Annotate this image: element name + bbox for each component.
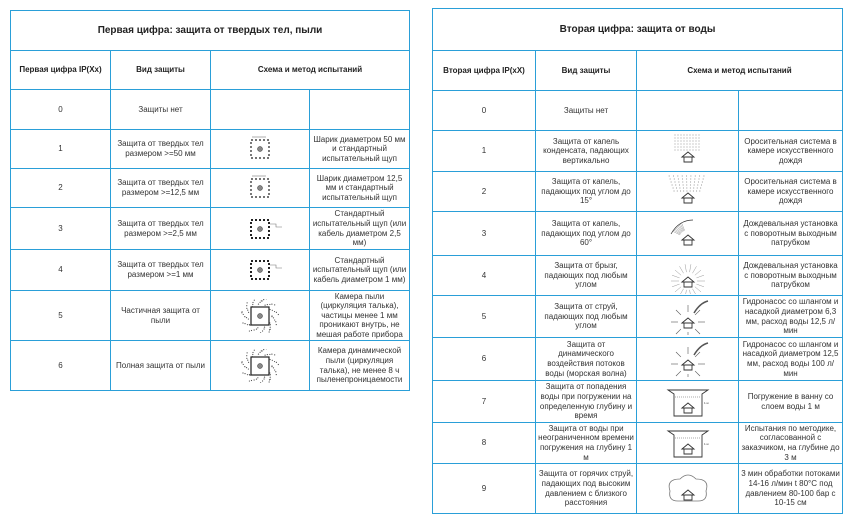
table-row	[433, 296, 843, 338]
table-row	[433, 381, 843, 423]
digit-cell: 3	[11, 208, 111, 250]
protection-cell: Защита от капель, падающих под углом до 60°	[536, 212, 637, 256]
digit-cell: 1	[433, 131, 536, 172]
table-row	[433, 91, 843, 131]
protection-cell: Защита от твердых тел размером >=12,5 мм	[111, 169, 211, 208]
dust-test-diagram-icon	[211, 169, 310, 208]
dust-test-diagram-icon	[211, 341, 310, 391]
table-row	[433, 131, 843, 172]
svg-text:1 м: 1 м	[703, 442, 709, 446]
table-row	[433, 212, 843, 256]
protection-cell: Частичная защита от пыли	[111, 291, 211, 341]
water-test-diagram-icon	[637, 256, 739, 296]
table-title: Первая цифра: защита от твердых тел, пыли	[11, 11, 410, 51]
table-row	[11, 208, 410, 250]
dust-protection-table	[10, 10, 410, 391]
protection-cell: Полная защита от пыли	[111, 341, 211, 391]
digit-cell: 5	[433, 296, 536, 338]
method-cell: Камера динамической пыли (циркуляция талька), не менее 8 ч пыленепроницаемости	[310, 341, 410, 391]
method-cell: Испытания по методике, согласованной с заказчиком, на глубине до 3 м	[739, 423, 843, 464]
water-test-diagram-icon	[637, 172, 739, 212]
header-method: Схема и метод испытаний	[211, 51, 410, 90]
digit-cell: 0	[433, 91, 536, 131]
table-row	[433, 464, 843, 514]
dust-test-diagram-icon	[211, 250, 310, 291]
digit-cell: 7	[433, 381, 536, 423]
method-cell: Камера пыли (циркуляция талька), частицы менее 1 мм проникают внутрь, не мешая работе прибора	[310, 291, 410, 341]
protection-cell: Защита от брызг, падающих под любым углом	[536, 256, 637, 296]
dust-test-diagram-icon	[211, 90, 310, 130]
method-cell: Шарик диаметром 50 мм и стандартный испытательный щуп	[310, 130, 410, 169]
protection-cell: Защита от капель, падающих под углом до 15°	[536, 172, 637, 212]
protection-cell: Защита от капель конденсата, падающих вертикально	[536, 131, 637, 172]
svg-text:1 м: 1 м	[703, 400, 709, 405]
water-test-diagram-icon	[637, 212, 739, 256]
protection-cell: Защита от струй, падающих под любым углом	[536, 296, 637, 338]
digit-cell: 9	[433, 464, 536, 514]
method-cell: Гидронасос со шлангом и насадкой диаметром 12,5 мм, расход воды 100 л/мин	[739, 338, 843, 381]
protection-cell: Защиты нет	[111, 90, 211, 130]
water-test-diagram-icon	[637, 338, 739, 381]
header-method: Схема и метод испытаний	[637, 51, 843, 91]
header-digit: Вторая цифра IP(xX)	[433, 51, 536, 91]
dust-test-diagram-icon	[211, 130, 310, 169]
dust-test-diagram-icon	[211, 291, 310, 341]
table-row	[433, 338, 843, 381]
table-row	[433, 423, 843, 464]
water-protection-table	[432, 8, 843, 514]
table-row	[11, 90, 410, 130]
protection-cell: Защита от динамического воздействия потоков воды (морская волна)	[536, 338, 637, 381]
protection-cell: Защита от воды при неограниченном времени погружения на глубину 1 м	[536, 423, 637, 464]
method-cell	[739, 91, 843, 131]
header-protection: Вид защиты	[536, 51, 637, 91]
table-row	[11, 291, 410, 341]
method-cell	[310, 90, 410, 130]
table-row	[11, 341, 410, 391]
table-row	[11, 169, 410, 208]
table-title: Вторая цифра: защита от воды	[433, 9, 843, 51]
digit-cell: 2	[433, 172, 536, 212]
protection-cell: Защита от твердых тел размером >=1 мм	[111, 250, 211, 291]
water-test-diagram-icon	[637, 296, 739, 338]
method-cell: Стандартный испытательный щуп (или кабель диаметром 1 мм)	[310, 250, 410, 291]
method-cell: Оросительная система в камере искусственного дождя	[739, 131, 843, 172]
water-test-diagram-icon	[637, 423, 739, 464]
water-test-diagram-icon	[637, 464, 739, 514]
digit-cell: 4	[11, 250, 111, 291]
header-digit: Первая цифра IP(Xx)	[11, 51, 111, 90]
table-row	[433, 256, 843, 296]
water-test-diagram-icon	[637, 381, 739, 423]
method-cell: Погружение в ванну со слоем воды 1 м	[739, 381, 843, 423]
header-protection: Вид защиты	[111, 51, 211, 90]
water-test-diagram-icon	[637, 91, 739, 131]
dust-test-diagram-icon	[211, 208, 310, 250]
method-cell: 3 мин обработки потоками 14-16 л/мин t 80°C под давлением 80-100 бар с 10-15 см	[739, 464, 843, 514]
protection-cell: Защиты нет	[536, 91, 637, 131]
digit-cell: 2	[11, 169, 111, 208]
table-row	[11, 130, 410, 169]
protection-cell: Защита от твердых тел размером >=50 мм	[111, 130, 211, 169]
digit-cell: 5	[11, 291, 111, 341]
digit-cell: 0	[11, 90, 111, 130]
method-cell: Оросительная система в камере искусственного дождя	[739, 172, 843, 212]
table-row	[11, 250, 410, 291]
method-cell: Гидронасос со шлангом и насадкой диаметром 6,3 мм, расход воды 12,5 л/мин	[739, 296, 843, 338]
protection-cell: Защита от горячих струй, падающих под высоким давлением с близкого расстояния	[536, 464, 637, 514]
method-cell: Шарик диаметром 12,5 мм и стандартный испытательный щуп	[310, 169, 410, 208]
method-cell: Дождевальная установка с поворотным выходным патрубком	[739, 256, 843, 296]
protection-cell: Защита от твердых тел размером >=2,5 мм	[111, 208, 211, 250]
table-row	[433, 172, 843, 212]
digit-cell: 6	[11, 341, 111, 391]
method-cell: Дождевальная установка с поворотным выходным патрубком	[739, 212, 843, 256]
digit-cell: 8	[433, 423, 536, 464]
protection-cell: Защита от попадения воды при погружении на определенную глубину и время	[536, 381, 637, 423]
method-cell: Стандартный испытательный щуп (или кабель диаметром 2,5 мм)	[310, 208, 410, 250]
water-test-diagram-icon	[637, 131, 739, 172]
digit-cell: 1	[11, 130, 111, 169]
digit-cell: 6	[433, 338, 536, 381]
digit-cell: 3	[433, 212, 536, 256]
digit-cell: 4	[433, 256, 536, 296]
